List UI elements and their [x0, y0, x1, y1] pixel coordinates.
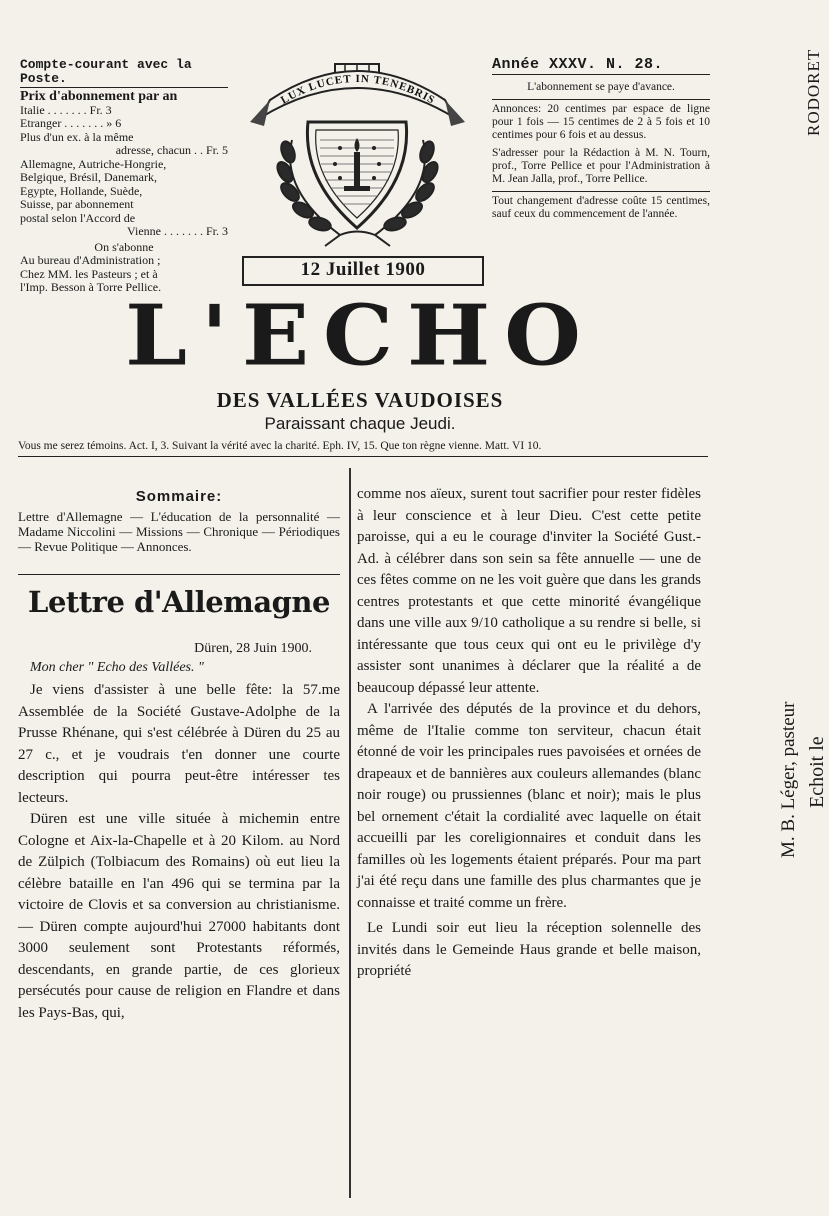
- prix-line: Allemagne, Autriche-Hongrie,: [20, 156, 167, 171]
- margin-note-expiry: Echoit le: [806, 736, 828, 808]
- sommaire-text: Lettre d'Allemagne — L'éducation de la personnalité — Madame Niccolini — Missions — Chronique — Périodiques — Revue Politique — Annonces.: [18, 509, 340, 554]
- prix-line: postal selon l'Accord de: [20, 210, 136, 225]
- margin-note-place: RODORET: [804, 48, 823, 136]
- article-paragraph: Le Lundi soir eut lieu la réception solennelle des invités dans le Gemeinde Haus grande et belle maison, propriété: [357, 920, 701, 979]
- contact-address: S'adresser pour la Rédaction à M. N. Tourn, prof., Torre Pellice et pour l'Administration à M. Jean Jalla, prof., Torre Pellice.: [492, 147, 710, 185]
- advance-payment-note: L'abonnement se paye d'avance.: [527, 81, 675, 93]
- masthead-title: L'ECHO: [125, 285, 595, 385]
- prix-line: Etranger . . . . . . . » 6: [20, 116, 122, 130]
- article-paragraph: A l'arrivée des députés de la province et du dehors, même de l'Italie comme ton serviteur, chacun était étonné de voir les principales rues pavoisées et ornées de drapeaux et de bannières aux couleurs allemandes (blanc noir rouge) ou prussiennes (blanc et noir); mais le plus bel ornement c'était la cordialité avec laquelle on était accueilli par les coreligionnaires et conduit dans les familles où les logements étaient préparés. Pour ma part j'ai été reçu dans une famille des plus charmantes que je connaisse et traité comme un frère.: [357, 701, 701, 911]
- prix-line: Belgique, Brésil, Danemark,: [20, 170, 157, 184]
- article-heading: Lettre d'Allemagne: [18, 574, 340, 619]
- svg-text:LUX LUCET IN TENEBRIS: [279, 73, 437, 107]
- annonces-rates: Annonces: 20 centimes par espace de ligne pour 1 fois — 15 centimes de 2 à 5 fois et 10 centimes pour 6 fois et au dessus.: [492, 99, 710, 142]
- abonne-line: Au bureau d'Administration ;: [20, 253, 161, 267]
- shield-icon: [307, 122, 406, 228]
- prix-line: Vienne . . . . . . . Fr. 3: [127, 224, 228, 238]
- sommaire-heading: Sommaire:: [135, 488, 223, 505]
- scripture-motto: Vous me serez témoins. Act. I, 3. Suivant la vérité avec la charité. Eph. IV, 15. Que ton règne vienne. Matt. VI 10.: [18, 440, 708, 457]
- emblem-motto: LUX LUCET IN TENEBRIS: [278, 72, 438, 107]
- issue-date: 12 Juillet 1900: [242, 256, 484, 286]
- subscription-info: [20, 58, 228, 295]
- article-paragraph: Düren est une ville située à michemin entre Cologne et Aix-la-Chapelle et à 20 Kilom. au Nord de Zülpich (Tolbiacum des Romains) où eut lieu la célèbre bataille en l'an 496 qui se termina par la victoire de Clovis et sa conversion au christianisme. — Düren compte aujourd'hui 27000 habitants dont 3000 seulement sont Protestants réformés, descendants, en grande partie, de ces glorieux persécutés pour cause de religion en Flandre et dans les Pays-Bas, qui,: [18, 811, 340, 1021]
- article-salutation: Mon cher " Echo des Vallées. ": [30, 660, 204, 675]
- publication-info: [492, 58, 710, 226]
- abonne-line: On s'abonne: [94, 239, 154, 254]
- abonne-line: l'Imp. Besson à Torre Pellice.: [20, 280, 162, 294]
- article-paragraph: Je viens d'assister à une belle fête: la 57.me Assemblée de la Société Gustave-Adolphe de la Prusse Rhénane, qui s'est célébrée à Düren du 25 au 27 c., et je voudrais t'en donner une courte description qui pourra peut-être intéresser tes lecteurs.: [18, 682, 340, 806]
- left-column: [18, 484, 340, 1024]
- masthead-subtitle: DES VALLÉES VAUDOISES: [216, 388, 504, 412]
- year-number: Année XXXV. N. 28.: [492, 58, 710, 75]
- masthead-tagline: Paraissant chaque Jeudi.: [264, 414, 456, 433]
- prix-line: Suisse, par abonnement: [20, 197, 134, 211]
- prix-line: Plus d'un ex. à la même: [20, 129, 134, 144]
- abonne-line: Chez MM. les Pasteurs ; et à: [20, 266, 158, 281]
- article-dateline: Düren, 28 Juin 1900.: [194, 641, 312, 656]
- prix-line: adresse, chacun . . Fr. 5: [115, 143, 228, 157]
- prix-title: Prix d'abonnement par an: [20, 89, 178, 104]
- prix-line: Egypte, Hollande, Suède,: [20, 183, 143, 198]
- right-column: [357, 484, 701, 983]
- prix-line: Italie . . . . . . . Fr. 3: [20, 102, 112, 117]
- margin-note-address: M. B. Léger, pasteur: [778, 701, 799, 858]
- coat-of-arms-emblem: [240, 60, 475, 250]
- compte-courant: Compte-courant avec la Poste.: [20, 58, 228, 88]
- address-change-note: Tout changement d'adresse coûte 15 centimes, sauf ceux du commencement de l'année.: [492, 191, 710, 221]
- column-divider: [349, 468, 351, 1198]
- article-paragraph: comme nos aïeux, surent tout sacrifier pour rester fidèles à leur conscience et à leur Dieu. C'est cette petite paroisse, qui a eu le courage d'inviter la Société Gust.-Ad. à célébrer dans son sein sa fête annuelle — une de ces fêtes comme on ne les voit guère que dans les grands centres protestants et que cette minorité évangélique dans une ville aux 9/10 catholique a su rendre si belle, si intéressante que tous ceux qui ont eu le privilège d'y assister sont unanimes à déclarer que la réalité a de beaucoup dépassé leur attente.: [357, 486, 701, 696]
